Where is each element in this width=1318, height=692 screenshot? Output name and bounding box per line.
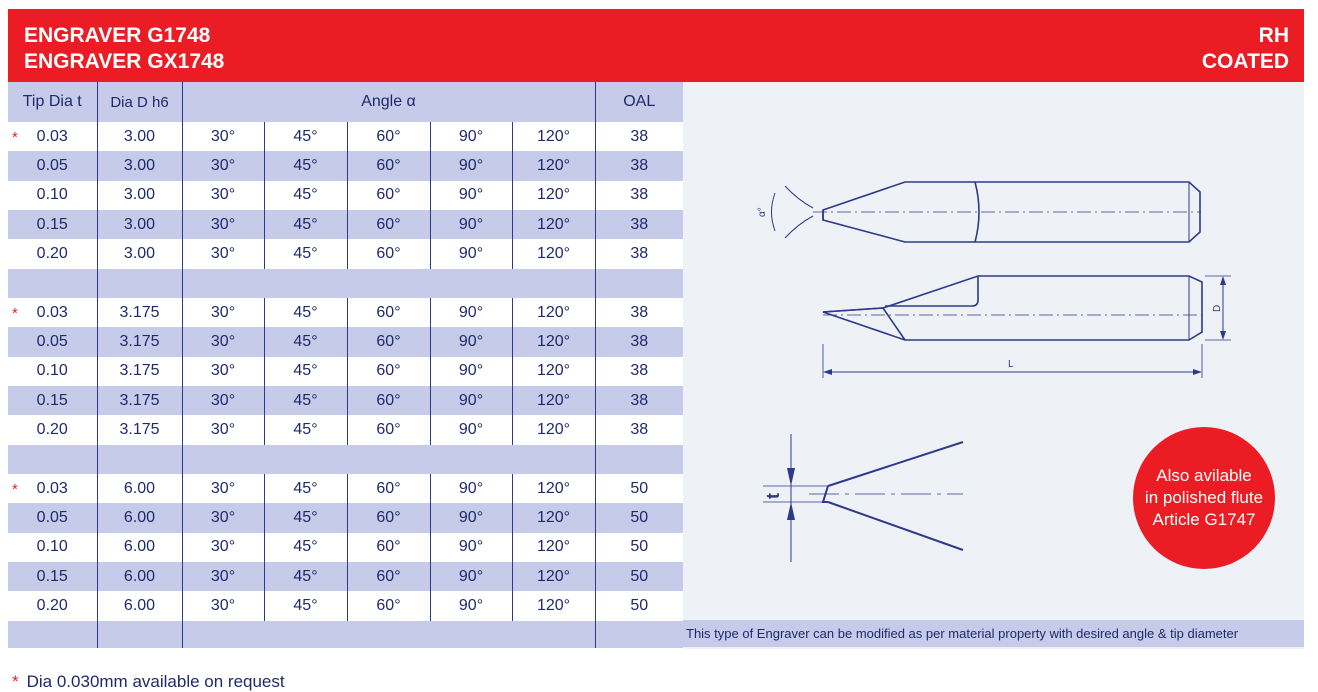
cell-a4: 90° xyxy=(430,357,512,386)
table-row xyxy=(8,591,683,620)
cell-tip: 0.20 xyxy=(8,239,97,268)
cell-dia: 3.175 xyxy=(97,327,182,356)
d-label: D xyxy=(1212,304,1223,312)
cell-a1: 30° xyxy=(182,562,264,591)
cell-a5: 120° xyxy=(512,386,595,415)
cell-tip: 0.05 xyxy=(8,327,97,356)
cell-dia: 6.00 xyxy=(97,503,182,532)
badge-line-2: in polished flute xyxy=(1144,488,1264,507)
cell-a3: 60° xyxy=(347,181,430,210)
table-row xyxy=(8,386,683,415)
cell-a2: 45° xyxy=(264,533,347,562)
cell-a1: 30° xyxy=(182,415,264,444)
request-star: * xyxy=(12,480,18,498)
cell-a4: 90° xyxy=(430,327,512,356)
cell-a5: 120° xyxy=(512,562,595,591)
title-line-1: ENGRAVER G1748 xyxy=(24,24,211,47)
table-row xyxy=(8,327,683,356)
cell-tip: 0.15 xyxy=(8,210,97,239)
table-row xyxy=(8,533,683,562)
product-title xyxy=(24,23,224,75)
table-row xyxy=(8,210,683,239)
cell-dia: 3.175 xyxy=(97,386,182,415)
cell-a2: 45° xyxy=(264,122,347,151)
cell-a1: 30° xyxy=(182,357,264,386)
cell-a1: 30° xyxy=(182,151,264,180)
cell-a1: 30° xyxy=(182,386,264,415)
cell-a5: 120° xyxy=(512,298,595,327)
cell-a3: 60° xyxy=(347,533,430,562)
cell-tip: 0.05 xyxy=(8,151,97,180)
spacer-row xyxy=(8,269,683,298)
cell-a3: 60° xyxy=(347,591,430,620)
cell-a1: 30° xyxy=(182,327,264,356)
cell-a2: 45° xyxy=(264,239,347,268)
spacer-row xyxy=(8,445,683,474)
cell-a4: 90° xyxy=(430,533,512,562)
cell-a3: 60° xyxy=(347,210,430,239)
cell-oal: 38 xyxy=(595,181,683,210)
cell-a2: 45° xyxy=(264,151,347,180)
cell-a2: 45° xyxy=(264,415,347,444)
cell-dia: 6.00 xyxy=(97,474,182,503)
cell-tip: 0.15 xyxy=(8,562,97,591)
cell-dia: 3.175 xyxy=(97,357,182,386)
cell-a3: 60° xyxy=(347,503,430,532)
cell-a4: 90° xyxy=(430,415,512,444)
cell-a2: 45° xyxy=(264,386,347,415)
cell-oal: 38 xyxy=(595,239,683,268)
header-oal: OAL xyxy=(595,82,683,122)
footnote xyxy=(12,672,285,692)
cell-dia: 3.175 xyxy=(97,415,182,444)
cell-a3: 60° xyxy=(347,562,430,591)
cell-a2: 45° xyxy=(264,503,347,532)
cell-oal: 50 xyxy=(595,591,683,620)
cell-a4: 90° xyxy=(430,386,512,415)
l-label: L xyxy=(1008,359,1014,370)
cell-a3: 60° xyxy=(347,386,430,415)
title-line-2: ENGRAVER GX1748 xyxy=(24,50,225,73)
cell-a4: 90° xyxy=(430,298,512,327)
alpha-label: α° xyxy=(757,207,768,217)
table-row xyxy=(8,474,683,503)
t-label: t xyxy=(763,493,783,499)
header-dia-d: Dia D h6 xyxy=(97,82,182,122)
cell-oal: 50 xyxy=(595,474,683,503)
cell-a4: 90° xyxy=(430,151,512,180)
table-row xyxy=(8,415,683,444)
cell-a2: 45° xyxy=(264,210,347,239)
table-row xyxy=(8,122,683,151)
cell-a3: 60° xyxy=(347,327,430,356)
cell-dia: 3.00 xyxy=(97,239,182,268)
cell-a2: 45° xyxy=(264,562,347,591)
cell-tip: 0.20 xyxy=(8,591,97,620)
cell-a3: 60° xyxy=(347,357,430,386)
cell-a4: 90° xyxy=(430,562,512,591)
cell-dia: 3.175 xyxy=(97,298,182,327)
cell-a3: 60° xyxy=(347,474,430,503)
cell-a5: 120° xyxy=(512,327,595,356)
cell-a3: 60° xyxy=(347,415,430,444)
cell-tip: 0.15 xyxy=(8,386,97,415)
cell-a1: 30° xyxy=(182,503,264,532)
cell-oal: 38 xyxy=(595,151,683,180)
cell-a4: 90° xyxy=(430,474,512,503)
table-header-row xyxy=(8,82,683,122)
cell-dia: 6.00 xyxy=(97,533,182,562)
table-row xyxy=(8,298,683,327)
cell-tip: 0.10 xyxy=(8,357,97,386)
cell-a2: 45° xyxy=(264,357,347,386)
cell-tip: 0.03 * xyxy=(8,298,97,327)
availability-badge xyxy=(1133,427,1275,569)
cell-a3: 60° xyxy=(347,151,430,180)
modification-note: This type of Engraver can be modified as per material property with desired angle & tip diameter xyxy=(683,620,1304,647)
spec-table xyxy=(8,82,683,648)
header-angle: Angle α xyxy=(182,82,595,122)
cell-tip: 0.05 xyxy=(8,503,97,532)
badge-line-1: Also avilable xyxy=(1156,466,1252,485)
cell-a1: 30° xyxy=(182,239,264,268)
cell-oal: 38 xyxy=(595,210,683,239)
cell-oal: 38 xyxy=(595,298,683,327)
request-star: * xyxy=(12,304,18,322)
cell-a2: 45° xyxy=(264,474,347,503)
cell-tip: 0.03 * xyxy=(8,474,97,503)
cell-dia: 3.00 xyxy=(97,210,182,239)
cell-dia: 6.00 xyxy=(97,591,182,620)
table-row xyxy=(8,151,683,180)
cell-dia: 3.00 xyxy=(97,122,182,151)
cell-oal: 50 xyxy=(595,562,683,591)
cell-oal: 38 xyxy=(595,122,683,151)
cell-a2: 45° xyxy=(264,181,347,210)
cell-tip: 0.03 * xyxy=(8,122,97,151)
cell-a1: 30° xyxy=(182,210,264,239)
cell-a5: 120° xyxy=(512,415,595,444)
cell-a3: 60° xyxy=(347,122,430,151)
table-row xyxy=(8,503,683,532)
cell-a5: 120° xyxy=(512,210,595,239)
cell-a1: 30° xyxy=(182,591,264,620)
cell-a2: 45° xyxy=(264,327,347,356)
cell-tip: 0.10 xyxy=(8,533,97,562)
cell-a5: 120° xyxy=(512,474,595,503)
cell-oal: 38 xyxy=(595,415,683,444)
table-row xyxy=(8,562,683,591)
table-row xyxy=(8,357,683,386)
product-spec xyxy=(1202,23,1289,75)
cell-dia: 3.00 xyxy=(97,181,182,210)
badge-line-3: Article G1747 xyxy=(1152,510,1256,529)
coating-label: COATED xyxy=(1201,50,1289,73)
cell-a2: 45° xyxy=(264,591,347,620)
cell-oal: 50 xyxy=(595,533,683,562)
cell-tip: 0.20 xyxy=(8,415,97,444)
footnote-text: Dia 0.030mm available on request xyxy=(26,672,285,691)
cell-oal: 38 xyxy=(595,386,683,415)
cell-a3: 60° xyxy=(347,239,430,268)
cell-a3: 60° xyxy=(347,298,430,327)
cell-a1: 30° xyxy=(182,122,264,151)
footnote-star: * xyxy=(12,672,19,691)
cell-a2: 45° xyxy=(264,298,347,327)
cell-a4: 90° xyxy=(430,239,512,268)
spacer-row xyxy=(8,621,683,648)
cell-a5: 120° xyxy=(512,533,595,562)
cell-a1: 30° xyxy=(182,181,264,210)
cell-dia: 3.00 xyxy=(97,151,182,180)
cell-a1: 30° xyxy=(182,533,264,562)
cell-oal: 38 xyxy=(595,357,683,386)
cell-oal: 38 xyxy=(595,327,683,356)
cell-a1: 30° xyxy=(182,474,264,503)
cell-a4: 90° xyxy=(430,181,512,210)
header-tip-dia: Tip Dia t xyxy=(8,82,97,122)
cell-tip: 0.10 xyxy=(8,181,97,210)
cell-a4: 90° xyxy=(430,591,512,620)
hand-label: RH xyxy=(1258,24,1289,47)
cell-a5: 120° xyxy=(512,151,595,180)
title-bar xyxy=(8,9,1304,82)
table-row xyxy=(8,181,683,210)
cell-a5: 120° xyxy=(512,181,595,210)
cell-a5: 120° xyxy=(512,591,595,620)
table-row xyxy=(8,239,683,268)
cell-a5: 120° xyxy=(512,357,595,386)
cell-dia: 6.00 xyxy=(97,562,182,591)
cell-oal: 50 xyxy=(595,503,683,532)
cell-a4: 90° xyxy=(430,210,512,239)
cell-a5: 120° xyxy=(512,503,595,532)
cell-a4: 90° xyxy=(430,122,512,151)
cell-a1: 30° xyxy=(182,298,264,327)
cell-a5: 120° xyxy=(512,239,595,268)
cell-a4: 90° xyxy=(430,503,512,532)
cell-a5: 120° xyxy=(512,122,595,151)
request-star: * xyxy=(12,129,18,146)
